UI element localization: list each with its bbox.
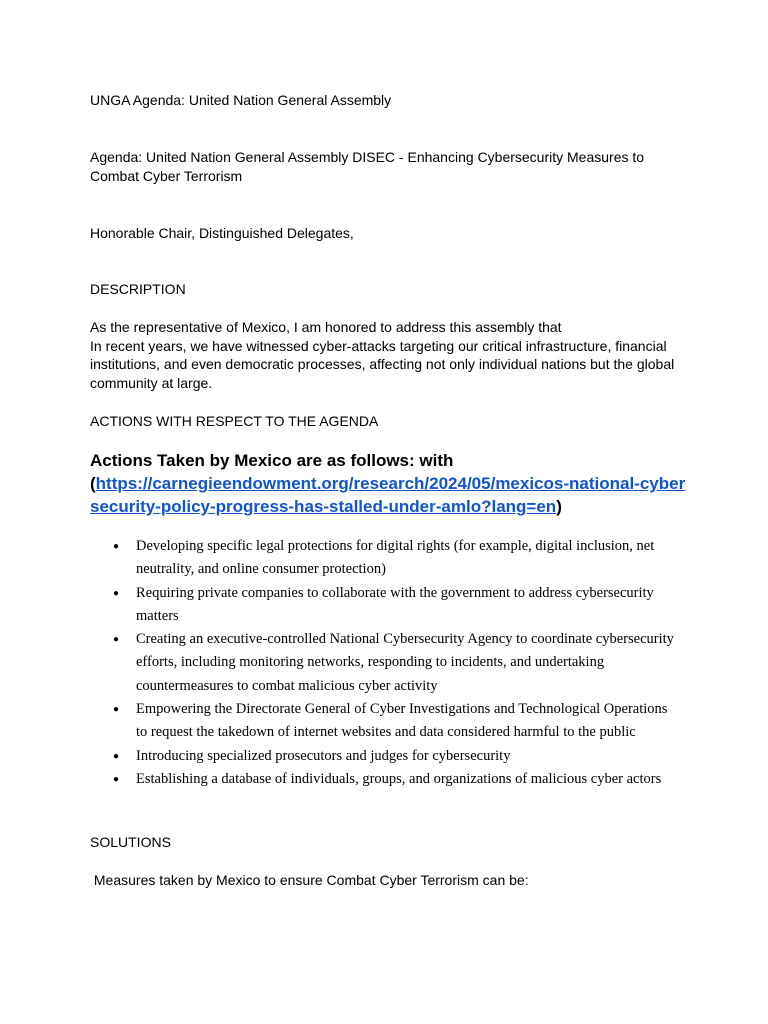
unga-agenda-line: UNGA Agenda: United Nation General Assembly bbox=[90, 92, 392, 108]
list-item bbox=[0, 745, 676, 768]
action-items-list bbox=[0, 535, 768, 791]
description-heading: DESCRIPTION bbox=[90, 281, 186, 297]
list-item-text: Establishing a database of individuals, groups, and organizations of malicious cyber actors bbox=[136, 770, 662, 787]
description-line-2: In recent years, we have witnessed cyber-attacks targeting our critical infrastructure, financial institutions, and even democratic processes, affecting not only individual nations but the global community at large. bbox=[90, 337, 675, 391]
bullet-icon: ● bbox=[113, 634, 120, 646]
bullet-icon: ● bbox=[113, 704, 120, 716]
bullet-icon: ● bbox=[113, 773, 120, 785]
list-item-text: Introducing specialized prosecutors and judges for cybersecurity bbox=[136, 747, 511, 764]
list-item-text: Developing specific legal protections for digital rights (for example, digital inclusion, net neutrality, and online consumer protection) bbox=[136, 538, 655, 578]
list-item bbox=[0, 582, 676, 629]
bullet-icon: ● bbox=[113, 750, 120, 762]
close-paren: ) bbox=[556, 497, 562, 516]
open-paren: ( bbox=[90, 474, 96, 493]
agenda-line: Agenda: United Nation General Assembly DISEC - Enhancing Cybersecurity Measures to Combat Cyber Terrorism bbox=[90, 149, 645, 184]
list-item-text: Empowering the Directorate General of Cyber Investigations and Technological Operations to request the takedown of internet websites and data considered harmful to the public bbox=[136, 701, 668, 741]
actions-title bbox=[90, 449, 690, 518]
list-item-text: Creating an executive-controlled National Cybersecurity Agency to coordinate cybersecurity efforts, including monitoring networks, responding to incidents, and undertaking countermeasures to combat malicious cyber activity bbox=[136, 631, 674, 694]
salutation: Honorable Chair, Distinguished Delegates, bbox=[90, 225, 354, 241]
description-paragraph bbox=[90, 318, 680, 392]
actions-title-text: Actions Taken by Mexico are as follows: with bbox=[90, 451, 454, 470]
carnegie-link[interactable]: https://carnegieendowment.org/research/2024/05/mexicos-national-cybersecurity-policy-progress-has-stalled-under-amlo?lang=en bbox=[90, 474, 686, 516]
description-line-1: As the representative of Mexico, I am honored to address this assembly that bbox=[90, 319, 562, 335]
bullet-icon: ● bbox=[113, 587, 120, 599]
list-item-text: Requiring private companies to collaborate with the government to address cybersecurity matters bbox=[136, 584, 654, 624]
list-item bbox=[0, 535, 676, 582]
actions-source bbox=[90, 472, 690, 518]
list-item bbox=[0, 698, 676, 745]
list-item bbox=[0, 628, 676, 698]
solutions-heading: SOLUTIONS bbox=[90, 834, 171, 850]
list-item bbox=[0, 768, 676, 791]
actions-heading: ACTIONS WITH RESPECT TO THE AGENDA bbox=[90, 413, 379, 429]
solutions-line: Measures taken by Mexico to ensure Combat Cyber Terrorism can be: bbox=[90, 872, 529, 888]
bullet-icon: ● bbox=[113, 541, 120, 552]
